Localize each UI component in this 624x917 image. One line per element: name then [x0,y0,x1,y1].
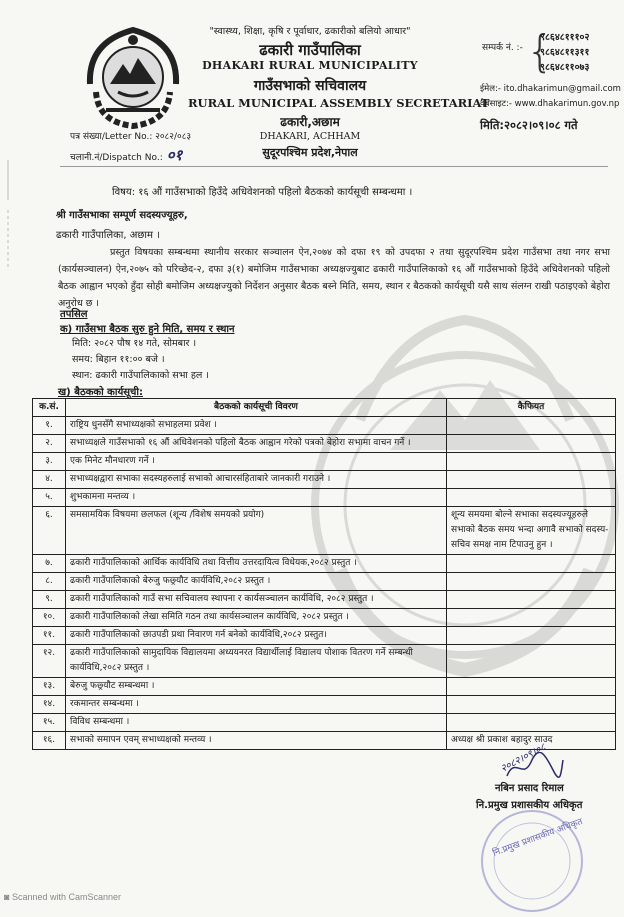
meeting-date: मिति: २०८२ पौष १४ गते, सोमबार । [72,338,197,349]
secretariat-name-np: गाउँसभाको सचिवालय [253,78,367,94]
agenda-desc: विविध सम्बन्धमा । [66,714,447,732]
section-b-heading: ख) बैठकको कार्यसूची: [58,387,143,398]
agenda-remark [447,714,616,732]
agenda-row [33,591,616,609]
agenda-sn: १. [33,417,66,435]
agenda-table [32,398,616,750]
addressee: ढकारी गाउँपालिका, अछाम । [56,230,160,241]
seal-text: नि.प्रमुख प्रशासकीय अधिकृत [491,817,585,859]
phone-number: ९८६४८११३११ [540,47,590,58]
agenda-remark [447,573,616,591]
salutation: श्री गाउँसभाका सम्पूर्ण सदस्यज्यूहरु, [56,210,188,221]
location-np: ढकारी,अछाम [280,115,340,129]
agenda-sn: ४. [33,471,66,489]
agenda-remark [447,696,616,714]
email-link[interactable]: ईमेल:- ito.dhakarimun@gmail.com [480,84,621,94]
agenda-row [33,555,616,573]
agenda-row [33,417,616,435]
dispatch-label: चलानी.नं/Dispatch No.: [70,153,163,163]
agenda-desc: ढकारी गाउँपालिकाको सामुदायिक विद्यालयमा अध्ययनरत विद्यार्थीलाई विद्यालय पोशाक वितरण गर्ने सम्बन्धी कार्यविधि,२०८२ प्रस्तुत । [66,645,447,678]
agenda-row [33,489,616,507]
agenda-sn: १४. [33,696,66,714]
letter-number: पत्र संख्या/Letter No.: २०८२/०८३ [70,132,192,142]
agenda-remark [447,471,616,489]
subject-line: विषय: १६ औं गाउँसभाको हिउँदे अधिवेशनको पहिलो बैठकको कार्यसूची सम्बन्धमा । [112,187,413,198]
section-a-heading: क) गाउँसभा बैठक सुरु हुने मिति, समय र स्थान [60,324,235,335]
agenda-row [33,645,616,678]
agenda-row [33,453,616,471]
motto: "स्वास्थ्य, शिक्षा, कृषि र पूर्वाधार, ढकारीको बलियो आधार" [209,26,411,37]
agenda-header-row [33,399,616,417]
agenda-remark [447,489,616,507]
agenda-row [33,471,616,489]
margin-marks-icon [1,160,15,280]
agenda-sn: ३. [33,453,66,471]
agenda-sn: १२. [33,645,66,678]
dispatch-value: ०१ [166,146,183,164]
agenda-remark [447,417,616,435]
agenda-desc: समसामयिक विषयमा छलफल (शून्य /विशेष समयको प्रयोग) [66,507,447,555]
phone-number: ९८६४८११०७३ [540,62,590,73]
phone-list [540,30,589,75]
agenda-remark [447,627,616,645]
agenda-desc: एक मिनेट मौनधारण गर्ने । [66,453,447,471]
agenda-desc: रकमान्तर सम्बन्धमा । [66,696,447,714]
agenda-remark: अध्यक्ष श्री प्रकाश बहादुर साउद [447,732,616,750]
agenda-desc: बेरुजु फछ्र्यौट सम्बन्धमा । [66,678,447,696]
letter-date: मिति:२०८२।०९।०८ गते [480,118,578,132]
agenda-row [33,678,616,696]
meeting-time: समय: बिहान ११:०० बजे । [72,354,165,365]
agenda-sn: ७. [33,555,66,573]
agenda-desc: सभाको समापन एवम् सभाध्यक्षको मन्तव्य । [66,732,447,750]
col-header-desc: बैठकको कार्यसूची विवरण [66,399,447,417]
agenda-remark [447,591,616,609]
agenda-remark [447,609,616,627]
agenda-desc: सभाध्यक्षले गाउँसभाको १६ औं अधिवेशनको पहिलो बैठक आह्वान गरेको पत्रको बेहोरा सभामा वाचन गर्ने । [66,435,447,453]
agenda-row [33,714,616,732]
agenda-remark [447,678,616,696]
agenda-sn: ९. [33,591,66,609]
agenda-remark [447,645,616,678]
signatory-title: नि.प्रमुख प्रशासकीय अधिकृत [476,800,583,811]
scanner-watermark [4,892,121,902]
municipality-name-en: DHAKARI RURAL MUNICIPALITY [202,59,418,72]
website-link[interactable]: वेबसाइट:- www.dhakarimun.gov.np [480,99,620,109]
scanner-text: Scanned with CamScanner [11,892,121,902]
agenda-desc: शुभकामना मन्तव्य । [66,489,447,507]
letter-body: प्रस्तुत विषयका सम्बन्धमा स्थानीय सरकार सञ्चालन ऐन,२०७४ को दफा १९ को उपदफा २ तथा सुदूरपश्चिम प्रदेश गाउँसभा तथा नगर सभा (कार्यसञ्चालन) ऐन,२०७५ को परिच्छेद-२, दफा ३(१) बमोजिम गाउँसभाका अध्यक्षज्युबाट ढकारी गाउँपालिकाको १६ औं गाउँसभाको हिउँदे अधिवेशनको पहिलो बैठक आह्वान भएको हुँदा सोही बमोजिम अध्यक्षज्युको निर्देशन अनुसार बैठक बस्ने मिति, समय, स्थान र बैठकको कार्यसूची यसै साथ संलग्न राखी पठाइएको बेहोरा अनुरोध छ । [58,247,610,309]
agenda-sn: १६. [33,732,66,750]
col-header-sn: क.सं. [33,399,66,417]
agenda-row [33,435,616,453]
signature-scribble-icon [505,752,565,782]
location-en: DHAKARI, ACHHAM [259,131,361,142]
agenda-remark [447,453,616,471]
municipality-name-np: ढकारी गाउँपालिका [259,41,361,59]
agenda-row [33,573,616,591]
dispatch-number [70,145,182,165]
agenda-body [33,417,616,750]
contact-label: सम्पर्क नं. :- [482,43,523,53]
agenda-desc: ढकारी गाउँपालिकाको बेरुजु फछ्र्यौट कार्यविधि,२०८२ प्रस्तुत । [66,573,447,591]
agenda-desc: राष्ट्रिय धुनसँगै सभाध्यक्षको सभाहलमा प्रवेश । [66,417,447,435]
agenda-sn: ११. [33,627,66,645]
signatory-name: नबिन प्रसाद रिमाल [495,783,564,794]
agenda-sn: ५. [33,489,66,507]
agenda-row [33,696,616,714]
agenda-desc: ढकारी गाउँपालिकाको गाउँ सभा सचिवालय स्थापना र कार्यसञ्चालन कार्यविधि, २०८२ प्रस्तुत । [66,591,447,609]
agenda-desc: ढकारी गाउँपालिकाको छाउपडी प्रथा निवारण गर्न बनेको कार्यविधि,२०८२ प्रस्तुत। [66,627,447,645]
agenda-row [33,627,616,645]
agenda-sn: ६. [33,507,66,555]
agenda-sn: १३. [33,678,66,696]
agenda-row [33,507,616,555]
secretariat-name-en: RURAL MUNICIPAL ASSEMBLY SECRETARIAT [188,96,490,110]
brace-glyph: { [526,26,554,77]
handwritten-date: २०८२।०९।०८ [499,741,548,775]
agenda-row [33,609,616,627]
nepal-emblem-logo-icon [78,22,188,132]
scanner-icon: ◙ [4,892,12,902]
phone-number: ९८६४८१११०२ [540,32,590,43]
province-np: सुदूरपश्चिम प्रदेश,नेपाल [262,146,358,159]
details-heading: तपसिल [60,309,88,320]
agenda-desc: ढकारी गाउँपालिकाको लेखा समिति गठन तथा कार्यसञ्चालन कार्यविधि, २०८२ प्रस्तुत । [66,609,447,627]
agenda-sn: २. [33,435,66,453]
agenda-remark [447,555,616,573]
agenda-sn: १५. [33,714,66,732]
agenda-sn: ८. [33,573,66,591]
agenda-remark: शून्य समयमा बोल्ने सभाका सदस्यज्यूहरुले सभाको बैठक समय भन्दा अगावै सभाको सदस्य-सचिव समक्ष नाम टिपाउनु हुन । [447,507,616,555]
meeting-venue: स्थान: ढकारी गाउँपालिकाको सभा हल । [72,370,209,381]
header-divider [60,166,608,167]
agenda-remark [447,435,616,453]
agenda-desc: ढकारी गाउँपालिकाको आर्थिक कार्यविधि तथा वित्तीय उत्तरदायित्व विधेयक,२०८२ प्रस्तुत । [66,555,447,573]
agenda-desc: सभाध्यक्षद्वारा सभाका सदस्यहरुलाई सभाको आचारसंहिताबारे जानकारी गराउने । [66,471,447,489]
col-header-remark: कैफियत [447,399,616,417]
agenda-sn: १०. [33,609,66,627]
